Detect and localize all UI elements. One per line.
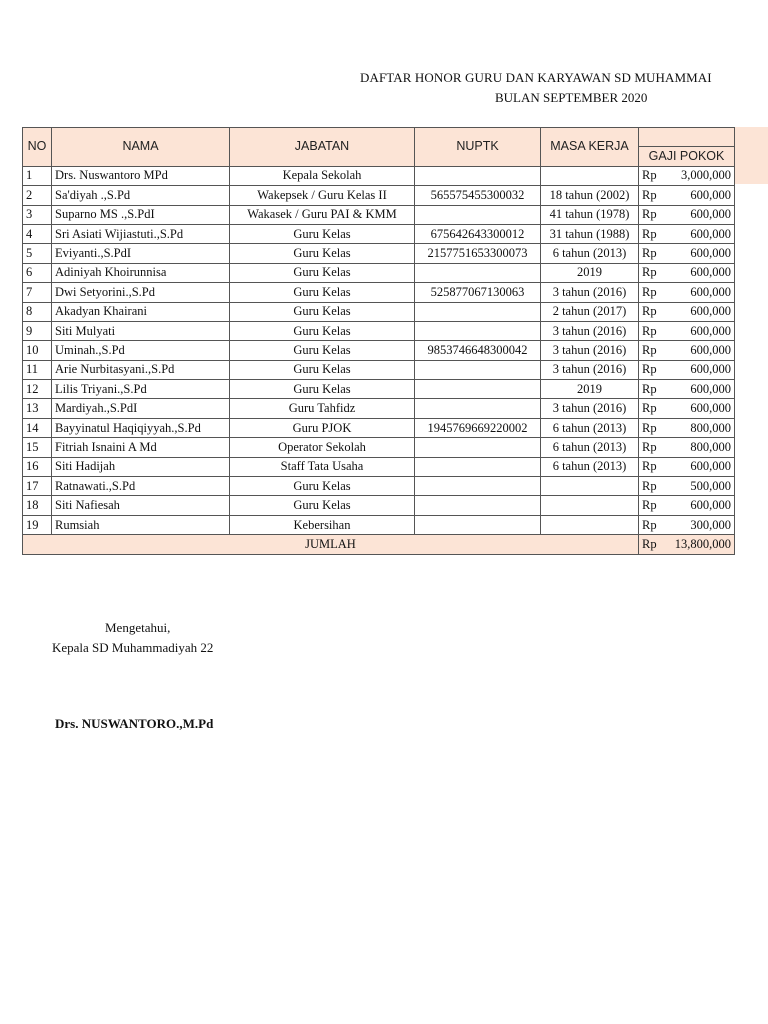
row-nuptk: 1945769669220002 [415, 418, 541, 437]
row-nama: Ratnawati.,S.Pd [52, 477, 230, 496]
row-gaji [639, 380, 735, 399]
row-gaji [639, 457, 735, 476]
row-gaji [639, 477, 735, 496]
row-no: 1 [23, 166, 52, 185]
table-row [23, 244, 735, 263]
header-nuptk: NUPTK [415, 128, 541, 167]
table-row [23, 399, 735, 418]
row-gaji [639, 166, 735, 185]
row-nuptk: 2157751653300073 [415, 244, 541, 263]
row-nama: Fitriah Isnaini A Md [52, 438, 230, 457]
table-row [23, 263, 735, 282]
total-amount: 13,800,000 [674, 536, 731, 551]
row-nuptk: 525877067130063 [415, 283, 541, 302]
row-no: 19 [23, 515, 52, 534]
salary-amount: 600,000 [690, 342, 731, 357]
row-nama: Arie Nurbitasyani.,S.Pd [52, 360, 230, 379]
salary-amount: 600,000 [690, 226, 731, 241]
row-gaji [639, 283, 735, 302]
row-nuptk [415, 166, 541, 185]
row-gaji [639, 438, 735, 457]
honor-table [22, 127, 735, 555]
row-nama: Drs. Nuswantoro MPd [52, 166, 230, 185]
row-jabatan: Guru Kelas [230, 224, 415, 243]
row-masa-kerja [541, 166, 639, 185]
table-body [23, 166, 735, 554]
salary-amount: 600,000 [690, 284, 731, 299]
row-nama: Rumsiah [52, 515, 230, 534]
document-title: DAFTAR HONOR GURU DAN KARYAWAN SD MUHAMMAI [360, 70, 712, 85]
row-gaji [639, 515, 735, 534]
row-jabatan: Kepala Sekolah [230, 166, 415, 185]
row-gaji [639, 496, 735, 515]
currency-label: Rp [642, 226, 657, 241]
row-jabatan: Guru Kelas [230, 263, 415, 282]
salary-amount: 800,000 [690, 420, 731, 435]
row-jabatan: Kebersihan [230, 515, 415, 534]
row-nuptk: 675642643300012 [415, 224, 541, 243]
signer-name: Drs. NUSWANTORO.,M.Pd [55, 716, 214, 731]
currency-label: Rp [642, 459, 657, 474]
table-row [23, 205, 735, 224]
total-label: JUMLAH [23, 535, 639, 554]
header-gaji-group [639, 128, 735, 147]
row-no: 2 [23, 186, 52, 205]
row-masa-kerja: 41 tahun (1978) [541, 205, 639, 224]
currency-label: Rp [642, 381, 657, 396]
row-nama: Suparno MS .,S.PdI [52, 205, 230, 224]
table-row [23, 438, 735, 457]
currency-label: Rp [642, 420, 657, 435]
row-nama: Bayyinatul Haqiqiyyah.,S.Pd [52, 418, 230, 437]
header-gaji-pokok: GAJI POKOK [639, 147, 735, 166]
row-no: 3 [23, 205, 52, 224]
table-row [23, 166, 735, 185]
row-masa-kerja: 2019 [541, 380, 639, 399]
row-nama: Sa'diyah .,S.Pd [52, 186, 230, 205]
row-masa-kerja: 3 tahun (2016) [541, 360, 639, 379]
salary-amount: 500,000 [690, 478, 731, 493]
header-masa-kerja: MASA KERJA [541, 128, 639, 167]
table-row [23, 224, 735, 243]
row-no: 10 [23, 341, 52, 360]
row-gaji [639, 244, 735, 263]
row-masa-kerja: 31 tahun (1988) [541, 224, 639, 243]
salary-amount: 600,000 [690, 246, 731, 261]
table-row [23, 457, 735, 476]
row-jabatan: Guru Kelas [230, 380, 415, 399]
row-masa-kerja [541, 515, 639, 534]
row-masa-kerja: 6 tahun (2013) [541, 244, 639, 263]
salary-amount: 600,000 [690, 187, 731, 202]
row-gaji [639, 399, 735, 418]
table-row [23, 283, 735, 302]
signer-position: Kepala SD Muhammadiyah 22 [52, 640, 214, 655]
row-nama: Siti Mulyati [52, 321, 230, 340]
salary-amount: 600,000 [690, 362, 731, 377]
row-masa-kerja: 2 tahun (2017) [541, 302, 639, 321]
currency-label: Rp [642, 362, 657, 377]
salary-amount: 600,000 [690, 304, 731, 319]
row-no: 7 [23, 283, 52, 302]
document-subtitle: BULAN SEPTEMBER 2020 [495, 90, 648, 105]
row-nama: Siti Hadijah [52, 457, 230, 476]
currency-label: Rp [642, 498, 657, 513]
currency-label: Rp [642, 284, 657, 299]
row-masa-kerja: 6 tahun (2013) [541, 438, 639, 457]
row-jabatan: Guru Kelas [230, 321, 415, 340]
row-nama: Dwi Setyorini.,S.Pd [52, 283, 230, 302]
row-gaji [639, 302, 735, 321]
row-gaji [639, 360, 735, 379]
row-nama: Eviyanti.,S.PdI [52, 244, 230, 263]
currency-label: Rp [642, 187, 657, 202]
row-nuptk [415, 360, 541, 379]
row-jabatan: Wakepsek / Guru Kelas II [230, 186, 415, 205]
header-jabatan: JABATAN [230, 128, 415, 167]
total-amount-cell [639, 535, 735, 554]
currency-label: Rp [642, 246, 657, 261]
row-jabatan: Guru Kelas [230, 477, 415, 496]
salary-amount: 600,000 [690, 323, 731, 338]
row-nuptk [415, 321, 541, 340]
header-fill-overflow [734, 127, 768, 184]
row-nuptk: 9853746648300042 [415, 341, 541, 360]
table-row [23, 341, 735, 360]
row-masa-kerja: 2019 [541, 263, 639, 282]
row-jabatan: Operator Sekolah [230, 438, 415, 457]
total-row [23, 535, 735, 554]
row-masa-kerja: 18 tahun (2002) [541, 186, 639, 205]
row-masa-kerja: 6 tahun (2013) [541, 418, 639, 437]
row-gaji [639, 205, 735, 224]
table-row [23, 477, 735, 496]
row-masa-kerja: 6 tahun (2013) [541, 457, 639, 476]
row-nama: Uminah.,S.Pd [52, 341, 230, 360]
row-no: 16 [23, 457, 52, 476]
salary-amount: 3,000,000 [681, 168, 731, 183]
row-jabatan: Guru Kelas [230, 360, 415, 379]
row-nuptk [415, 477, 541, 496]
row-nama: Siti Nafiesah [52, 496, 230, 515]
table-row [23, 496, 735, 515]
row-no: 11 [23, 360, 52, 379]
row-no: 9 [23, 321, 52, 340]
salary-amount: 600,000 [690, 207, 731, 222]
currency-label: Rp [642, 536, 657, 551]
row-nuptk: 565575455300032 [415, 186, 541, 205]
currency-label: Rp [642, 401, 657, 416]
salary-amount: 600,000 [690, 498, 731, 513]
row-gaji [639, 418, 735, 437]
row-no: 6 [23, 263, 52, 282]
currency-label: Rp [642, 478, 657, 493]
row-jabatan: Guru Kelas [230, 302, 415, 321]
row-gaji [639, 186, 735, 205]
row-nama: Sri Asiati Wijiastuti.,S.Pd [52, 224, 230, 243]
table-row [23, 515, 735, 534]
row-nuptk [415, 205, 541, 224]
currency-label: Rp [642, 439, 657, 454]
currency-label: Rp [642, 342, 657, 357]
row-no: 15 [23, 438, 52, 457]
row-no: 13 [23, 399, 52, 418]
salary-amount: 600,000 [690, 459, 731, 474]
row-no: 12 [23, 380, 52, 399]
table-row [23, 302, 735, 321]
row-jabatan: Guru Kelas [230, 341, 415, 360]
table-row [23, 418, 735, 437]
salary-amount: 600,000 [690, 381, 731, 396]
salary-amount: 800,000 [690, 439, 731, 454]
row-nama: Mardiyah.,S.PdI [52, 399, 230, 418]
row-jabatan: Wakasek / Guru PAI & KMM [230, 205, 415, 224]
row-gaji [639, 263, 735, 282]
table-row [23, 321, 735, 340]
row-jabatan: Guru Kelas [230, 283, 415, 302]
row-masa-kerja [541, 477, 639, 496]
row-nuptk [415, 263, 541, 282]
row-jabatan: Staff Tata Usaha [230, 457, 415, 476]
table-row [23, 360, 735, 379]
row-jabatan: Guru Kelas [230, 496, 415, 515]
row-gaji [639, 341, 735, 360]
row-nuptk [415, 302, 541, 321]
row-no: 8 [23, 302, 52, 321]
salary-amount: 600,000 [690, 401, 731, 416]
currency-label: Rp [642, 304, 657, 319]
row-nuptk [415, 380, 541, 399]
currency-label: Rp [642, 517, 657, 532]
row-jabatan: Guru Tahfidz [230, 399, 415, 418]
row-jabatan: Guru PJOK [230, 418, 415, 437]
row-nuptk [415, 515, 541, 534]
row-nuptk [415, 399, 541, 418]
row-nama: Adiniyah Khoirunnisa [52, 263, 230, 282]
row-jabatan: Guru Kelas [230, 244, 415, 263]
row-nama: Lilis Triyani.,S.Pd [52, 380, 230, 399]
acknowledged-label: Mengetahui, [105, 620, 171, 635]
table-row [23, 380, 735, 399]
header-no: NO [23, 128, 52, 167]
currency-label: Rp [642, 168, 657, 183]
row-nuptk [415, 438, 541, 457]
row-no: 18 [23, 496, 52, 515]
row-no: 4 [23, 224, 52, 243]
row-nama: Akadyan Khairani [52, 302, 230, 321]
row-masa-kerja: 3 tahun (2016) [541, 321, 639, 340]
row-masa-kerja: 3 tahun (2016) [541, 283, 639, 302]
row-no: 17 [23, 477, 52, 496]
currency-label: Rp [642, 265, 657, 280]
row-gaji [639, 321, 735, 340]
row-no: 5 [23, 244, 52, 263]
currency-label: Rp [642, 207, 657, 222]
salary-amount: 600,000 [690, 265, 731, 280]
header-nama: NAMA [52, 128, 230, 167]
row-masa-kerja [541, 496, 639, 515]
salary-amount: 300,000 [690, 517, 731, 532]
row-masa-kerja: 3 tahun (2016) [541, 341, 639, 360]
row-nuptk [415, 457, 541, 476]
row-no: 14 [23, 418, 52, 437]
row-masa-kerja: 3 tahun (2016) [541, 399, 639, 418]
currency-label: Rp [642, 323, 657, 338]
row-nuptk [415, 496, 541, 515]
table-row [23, 186, 735, 205]
row-gaji [639, 224, 735, 243]
